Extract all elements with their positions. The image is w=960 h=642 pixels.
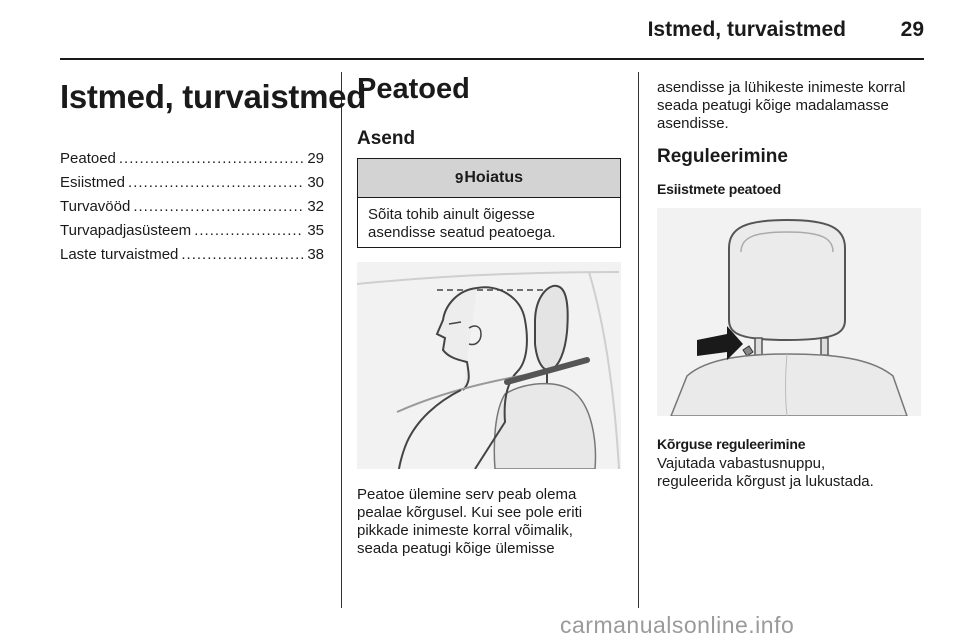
toc-leader bbox=[119, 150, 304, 167]
continued-body-text bbox=[657, 79, 927, 133]
running-header-title: Istmed, turvaistmed bbox=[647, 18, 846, 41]
toc-entry-peatoed[interactable] bbox=[60, 150, 324, 174]
body-line: seada peatugi kõige madalamasse bbox=[657, 97, 889, 114]
section-body-text bbox=[357, 486, 621, 558]
body-line: seada peatugi kõige ülemisse bbox=[357, 540, 555, 557]
chapter-title: Istmed, turvaistmed bbox=[60, 78, 367, 115]
toc-page: 35 bbox=[307, 222, 324, 239]
section-title: Peatoed bbox=[357, 73, 470, 105]
toc-entry-laste-turvaistmed[interactable] bbox=[60, 246, 324, 270]
body-line: pealae kõrgusel. Kui see pole eriti bbox=[357, 504, 583, 521]
headrest-shape bbox=[729, 220, 845, 340]
front-seat-headrest-subheading: Esiistmete peatoed bbox=[657, 181, 781, 197]
column-divider-1 bbox=[341, 72, 342, 608]
page-number: 29 bbox=[900, 18, 924, 41]
height-adjustment-caption bbox=[657, 455, 927, 491]
warning-triangle-icon: 9 bbox=[454, 169, 464, 187]
warning-line: Sõita tohib ainult õigesse bbox=[368, 206, 535, 223]
toc-label: Turvapadjasüsteem bbox=[60, 222, 192, 239]
header-rule bbox=[60, 58, 924, 60]
toc-entry-esiistmed[interactable] bbox=[60, 174, 324, 198]
body-line: pikkade inimeste korral võimalik, bbox=[357, 522, 573, 539]
section-subtitle: Asend bbox=[357, 128, 416, 149]
body-line: asendisse ja lühikeste inimeste korral bbox=[657, 79, 906, 96]
toc-leader bbox=[194, 222, 304, 239]
warning-title: Hoiatus bbox=[464, 169, 523, 186]
toc-entry-turvavood[interactable] bbox=[60, 198, 324, 222]
body-line: asendisse. bbox=[657, 115, 729, 132]
caption-line: reguleerida kõrgust ja lukustada. bbox=[657, 473, 874, 490]
adjustment-heading: Reguleerimine bbox=[657, 146, 788, 167]
watermark: carmanualsonline.info bbox=[560, 612, 795, 638]
toc-leader bbox=[128, 174, 304, 191]
height-adjustment-caption-title: Kõrguse reguleerimine bbox=[657, 436, 806, 452]
toc-page: 38 bbox=[307, 246, 324, 263]
body-line: Peatoe ülemine serv peab olema bbox=[357, 486, 577, 503]
caption-line: Vajutada vabastusnuppu, bbox=[657, 455, 826, 472]
warning-line: asendisse seatud peatoega. bbox=[368, 224, 556, 241]
headrest-position-illustration bbox=[357, 262, 621, 469]
toc-page: 29 bbox=[307, 150, 324, 167]
toc-leader bbox=[133, 198, 304, 215]
headrest-adjustment-illustration bbox=[657, 208, 921, 416]
toc-label: Esiistmed bbox=[60, 174, 126, 191]
column-divider-2 bbox=[638, 72, 639, 608]
toc-label: Peatoed bbox=[60, 150, 116, 167]
toc-page: 32 bbox=[307, 198, 324, 215]
warning-header bbox=[358, 159, 620, 198]
warning-body bbox=[358, 198, 620, 250]
toc-label: Turvavööd bbox=[60, 198, 131, 215]
toc-leader bbox=[181, 246, 304, 263]
table-of-contents bbox=[60, 150, 324, 270]
warning-box bbox=[357, 158, 621, 248]
toc-entry-turvapadjasusteem[interactable] bbox=[60, 222, 324, 246]
toc-page: 30 bbox=[307, 174, 324, 191]
toc-label: Laste turvaistmed bbox=[60, 246, 179, 263]
